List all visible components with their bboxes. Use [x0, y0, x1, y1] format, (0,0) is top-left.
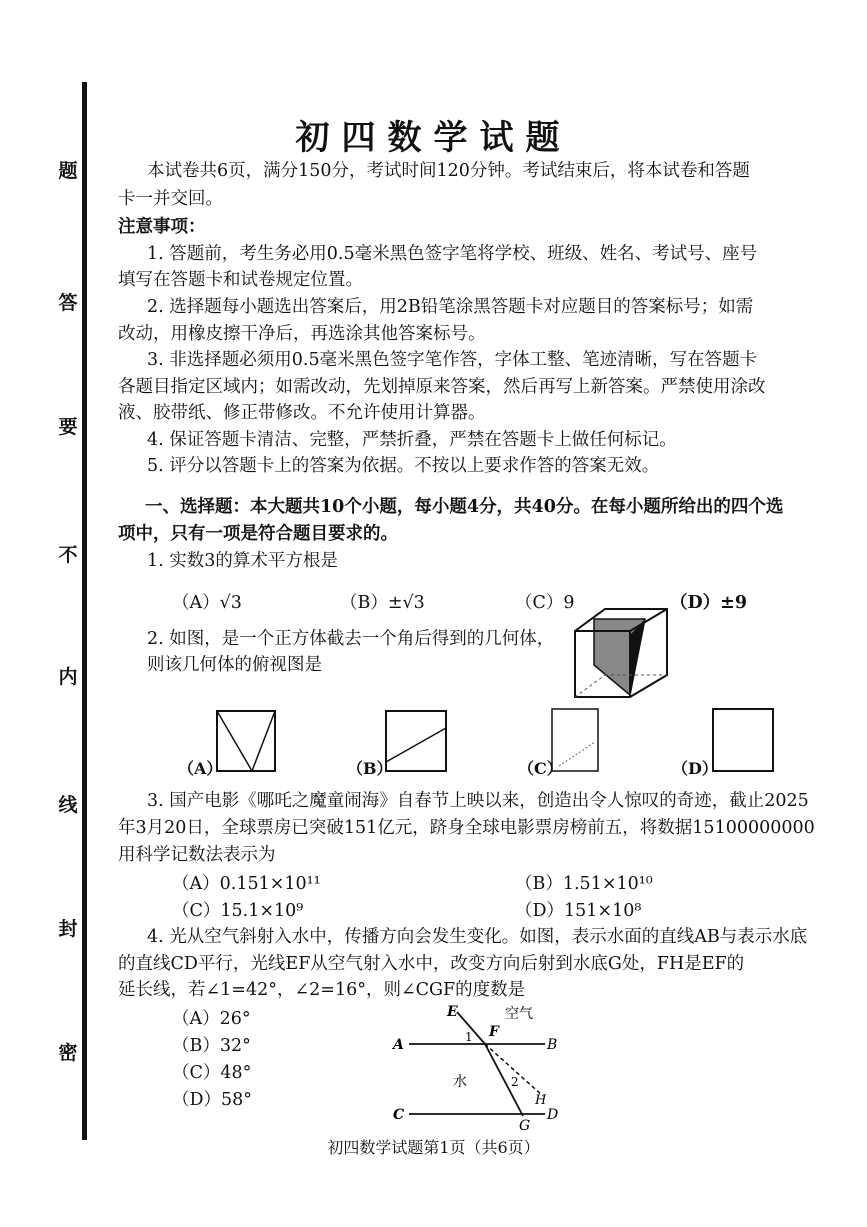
note-line: 改动，用橡皮擦干净后，再选涂其他答案标号。	[118, 324, 486, 344]
label-b: B	[547, 1037, 558, 1053]
label-a: A	[393, 1037, 404, 1053]
label-air: 空气	[505, 1006, 533, 1022]
q2-view-a	[216, 710, 276, 772]
margin-char: 不	[58, 544, 78, 566]
q4-stem: 的直线CD平行，光线EF从空气射入水中，改变方向后射到水底G处，FH是EF的	[118, 954, 745, 974]
page-footer: 初四数学试题第1页（共6页）	[327, 1138, 540, 1157]
margin-char: 答	[58, 292, 78, 314]
note-line: 液、胶带纸、修正带修改。不允许使用计算器。	[118, 403, 486, 423]
q2-stem: 2. 如图，是一个正方体截去一个角后得到的几何体，	[147, 629, 555, 649]
label-f: F	[489, 1024, 499, 1040]
q4-stem: 4. 光从空气斜射入水中，传播方向会发生变化。如图，表示水面的直线AB与表示水底	[147, 927, 808, 947]
q4-stem: 延长线，若∠1=42°，∠2=16°，则∠CGF的度数是	[118, 980, 526, 1000]
q1-option-d: （D）±9	[670, 593, 748, 613]
note-line: 3. 非选择题必须用0.5毫米黑色签字笔作答，字体工整、笔迹清晰，写在答题卡	[147, 350, 758, 370]
section-heading: 一、选择题：本大题共10个小题，每小题4分，共40分。在每小题所给出的四个选	[145, 497, 784, 517]
note-line: 2. 选择题每小题选出答案后，用2B铅笔涂黑答题卡对应题目的答案标号；如需	[147, 297, 754, 317]
q3-stem: 用科学记数法表示为	[118, 845, 276, 865]
q3-option-a: （A）0.151×10¹¹	[172, 874, 321, 894]
q1-option-c: （C）9	[515, 593, 575, 613]
q3-option-c: （C）15.1×10⁹	[172, 901, 304, 921]
label-angle1: 1	[465, 1030, 473, 1044]
margin-char: 要	[58, 416, 78, 438]
label-h: H	[535, 1093, 547, 1108]
section-heading: 项中，只有一项是符合题目要求的。	[118, 524, 398, 544]
margin-char: 题	[58, 160, 78, 182]
intro-line: 本试卷共6页，满分150分，考试时间120分钟。考试结束后，将本试卷和答题	[147, 161, 750, 181]
q3-stem: 3. 国产电影《哪吒之魔童闹海》自春节上映以来，创造出令人惊叹的奇迹，截止2025	[147, 791, 809, 811]
q4-option-c: （C）48°	[172, 1063, 252, 1083]
label-angle2: 2	[511, 1075, 519, 1089]
label-water: 水	[453, 1074, 467, 1090]
q2-stem: 则该几何体的俯视图是	[147, 655, 322, 675]
q4-option-b: （B）32°	[172, 1036, 251, 1056]
notes-heading: 注意事项：	[118, 217, 206, 237]
q4-option-a: （A）26°	[172, 1009, 251, 1029]
intro-line: 卡一并交回。	[118, 189, 223, 209]
q3-stem: 年3月20日，全球票房已突破151亿元，跻身全球电影票房榜前五，将数据15100000000	[118, 818, 815, 838]
q2-label-c: （C）	[518, 759, 563, 778]
label-c: C	[393, 1107, 405, 1123]
note-line: 各题目指定区域内；如需改动，先划掉原来答案，然后再写上新答案。严禁使用涂改	[118, 377, 766, 397]
note-line: 4. 保证答题卡清洁、完整，严禁折叠，严禁在答题卡上做任何标记。	[147, 430, 677, 450]
q1-option-b: （B）±√3	[340, 593, 425, 613]
q2-label-b: （B）	[347, 759, 393, 778]
margin-char: 线	[58, 794, 78, 816]
q3-option-d: （D）151×10⁸	[515, 901, 642, 921]
label-d: D	[547, 1107, 559, 1123]
q3-option-b: （B）1.51×10¹⁰	[515, 874, 653, 894]
margin-char: 密	[58, 1042, 78, 1064]
q2-label-a: （A）	[178, 759, 223, 778]
q2-view-d	[712, 708, 774, 772]
label-g: G	[519, 1118, 531, 1134]
margin-char: 内	[58, 666, 78, 688]
q2-cube-figure	[570, 605, 670, 697]
binding-line	[82, 82, 87, 1140]
margin-char: 封	[58, 918, 78, 940]
q2-label-d: （D）	[672, 759, 718, 778]
q2-view-b	[385, 710, 447, 772]
note-line: 填写在答题卡和试卷规定位置。	[118, 270, 363, 290]
label-e: E	[447, 1004, 458, 1020]
note-line: 5. 评分以答题卡上的答案为依据。不按以上要求作答的答案无效。	[147, 456, 660, 476]
q1-option-a: （A）√3	[172, 593, 242, 613]
q4-option-d: （D）58°	[172, 1090, 253, 1110]
q4-refraction-figure	[385, 1000, 565, 1134]
page-title: 初四数学试题	[295, 118, 572, 158]
note-line: 1. 答题前，考生务必用0.5毫米黑色签字笔将学校、班级、姓名、考试号、座号	[147, 244, 758, 264]
q1-stem: 1. 实数3的算术平方根是	[147, 551, 338, 571]
